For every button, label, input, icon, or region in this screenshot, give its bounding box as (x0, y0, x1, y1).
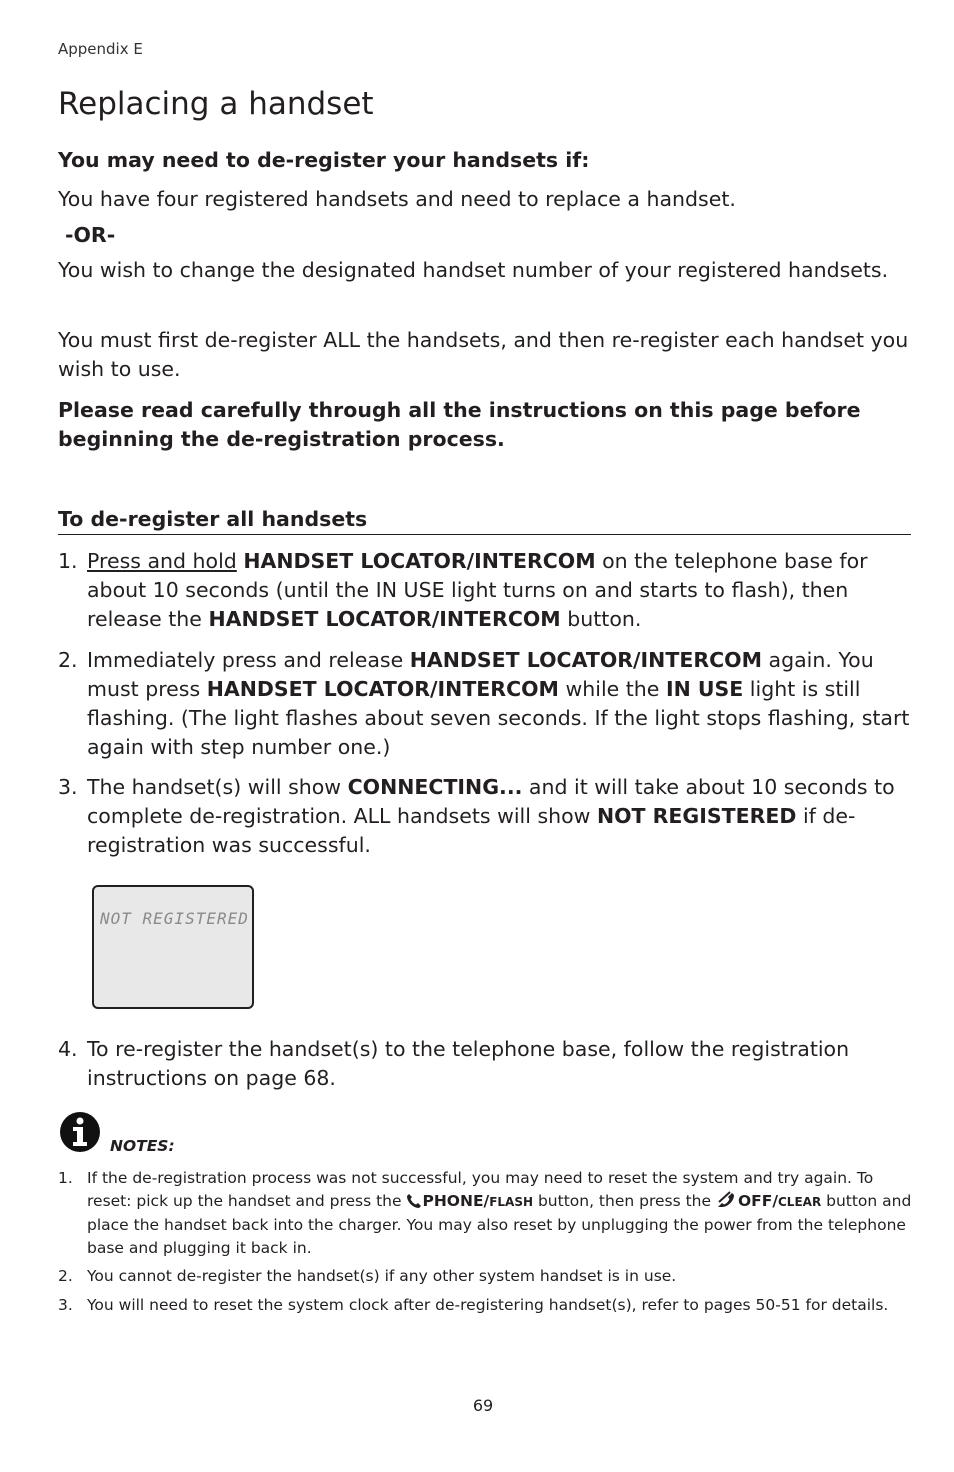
note-number: 2. (58, 1267, 73, 1285)
step-number: 4. (58, 1037, 78, 1061)
step-2-text: light is still flashing. (The light flashes about seven seconds. If the light stops flashing, start again with step number one.) (87, 677, 910, 759)
step-number: 1. (58, 549, 78, 573)
screen-text: NOT REGISTERED (100, 909, 249, 928)
info-icon (58, 1110, 102, 1154)
step-2-text: again. You must press (87, 648, 874, 701)
hang-up-icon (716, 1191, 738, 1209)
button-name: HANDSET LOCATOR/INTERCOM (409, 648, 762, 672)
step-number: 2. (58, 648, 78, 672)
or-separator: -OR- (65, 223, 116, 247)
step-3-text: The handset(s) will show (87, 775, 348, 799)
note-2 (58, 1265, 913, 1288)
step-2-text: Immediately press and release (87, 648, 410, 672)
note-2-text: You cannot de-register the handset(s) if any other system handset is in use. (87, 1267, 677, 1285)
note-1-text: If the de-registration process was not successful, you may need to reset the system and try again. To reset: pick up the handset and press the (87, 1169, 874, 1210)
screen-message: NOT REGISTERED (596, 804, 797, 828)
button-name: HANDSET LOCATOR/INTERCOM (208, 607, 561, 631)
steps-list (58, 547, 913, 1097)
notes-title: NOTES: (110, 1137, 175, 1155)
intro-section (58, 142, 913, 462)
step-3-text: if de-registration was successful. (87, 804, 856, 857)
step-4 (58, 1035, 913, 1093)
button-name: HANDSET LOCATOR/INTERCOM (243, 549, 596, 573)
intro-case-2: You wish to change the designated handset number of your registered handsets. (58, 258, 889, 282)
page-number: 69 (472, 1396, 494, 1415)
phone-button-label: PHONE/ (422, 1192, 490, 1210)
step-1-underlined: Press and hold (87, 549, 237, 573)
intro-must: You must first de-register ALL the handsets, and then re-register each handset you wish to use. (58, 328, 909, 381)
notes-list (58, 1167, 913, 1347)
step-1-text: button. (560, 607, 642, 631)
note-3-text: You will need to reset the system clock after de-registering handset(s), refer to pages 50-51 for details. (87, 1296, 889, 1314)
step-2 (58, 646, 913, 762)
light-name: IN USE (665, 677, 744, 701)
step-1-text: on the telephone base for about 10 seconds (until the IN USE light turns on and starts to flash), then release the (87, 549, 868, 631)
step-2-text: while the (558, 677, 666, 701)
clear-label: CLEAR (778, 1195, 822, 1209)
screen-message: CONNECTING... (347, 775, 523, 799)
button-name: HANDSET LOCATOR/INTERCOM (206, 677, 559, 701)
note-3 (58, 1294, 913, 1317)
off-button-label: OFF/ (737, 1192, 778, 1210)
page-title: Replacing a handset (58, 86, 374, 122)
note-1 (58, 1167, 913, 1260)
note-1-text: button, then press the (533, 1192, 716, 1210)
step-number: 3. (58, 775, 78, 799)
step-4-text: To re-register the handset(s) to the telephone base, follow the registration instructions on page 68. (87, 1037, 850, 1090)
note-number: 3. (58, 1296, 73, 1314)
step-1 (58, 547, 913, 634)
section-label: Appendix E (58, 40, 143, 58)
intro-heading: You may need to de-register your handsets if: (58, 148, 590, 172)
intro-case-1: You have four registered handsets and need to replace a handset. (58, 187, 736, 211)
phone-icon (406, 1193, 422, 1209)
intro-warning: Please read carefully through all the instructions on this page before beginning the de-registration process. (58, 398, 861, 451)
step-3 (58, 773, 913, 860)
note-number: 1. (58, 1169, 73, 1187)
procedure-heading: To de-register all handsets (58, 507, 911, 535)
flash-label: FLASH (489, 1195, 534, 1209)
handset-screen-illustration (92, 885, 254, 1009)
step-3-text: and it will take about 10 seconds to complete de-registration. ALL handsets will show (87, 775, 895, 828)
note-1-text: button and place the handset back into the charger. You may also reset by unplugging the power from the telephone base and plugging it back in. (87, 1192, 912, 1257)
